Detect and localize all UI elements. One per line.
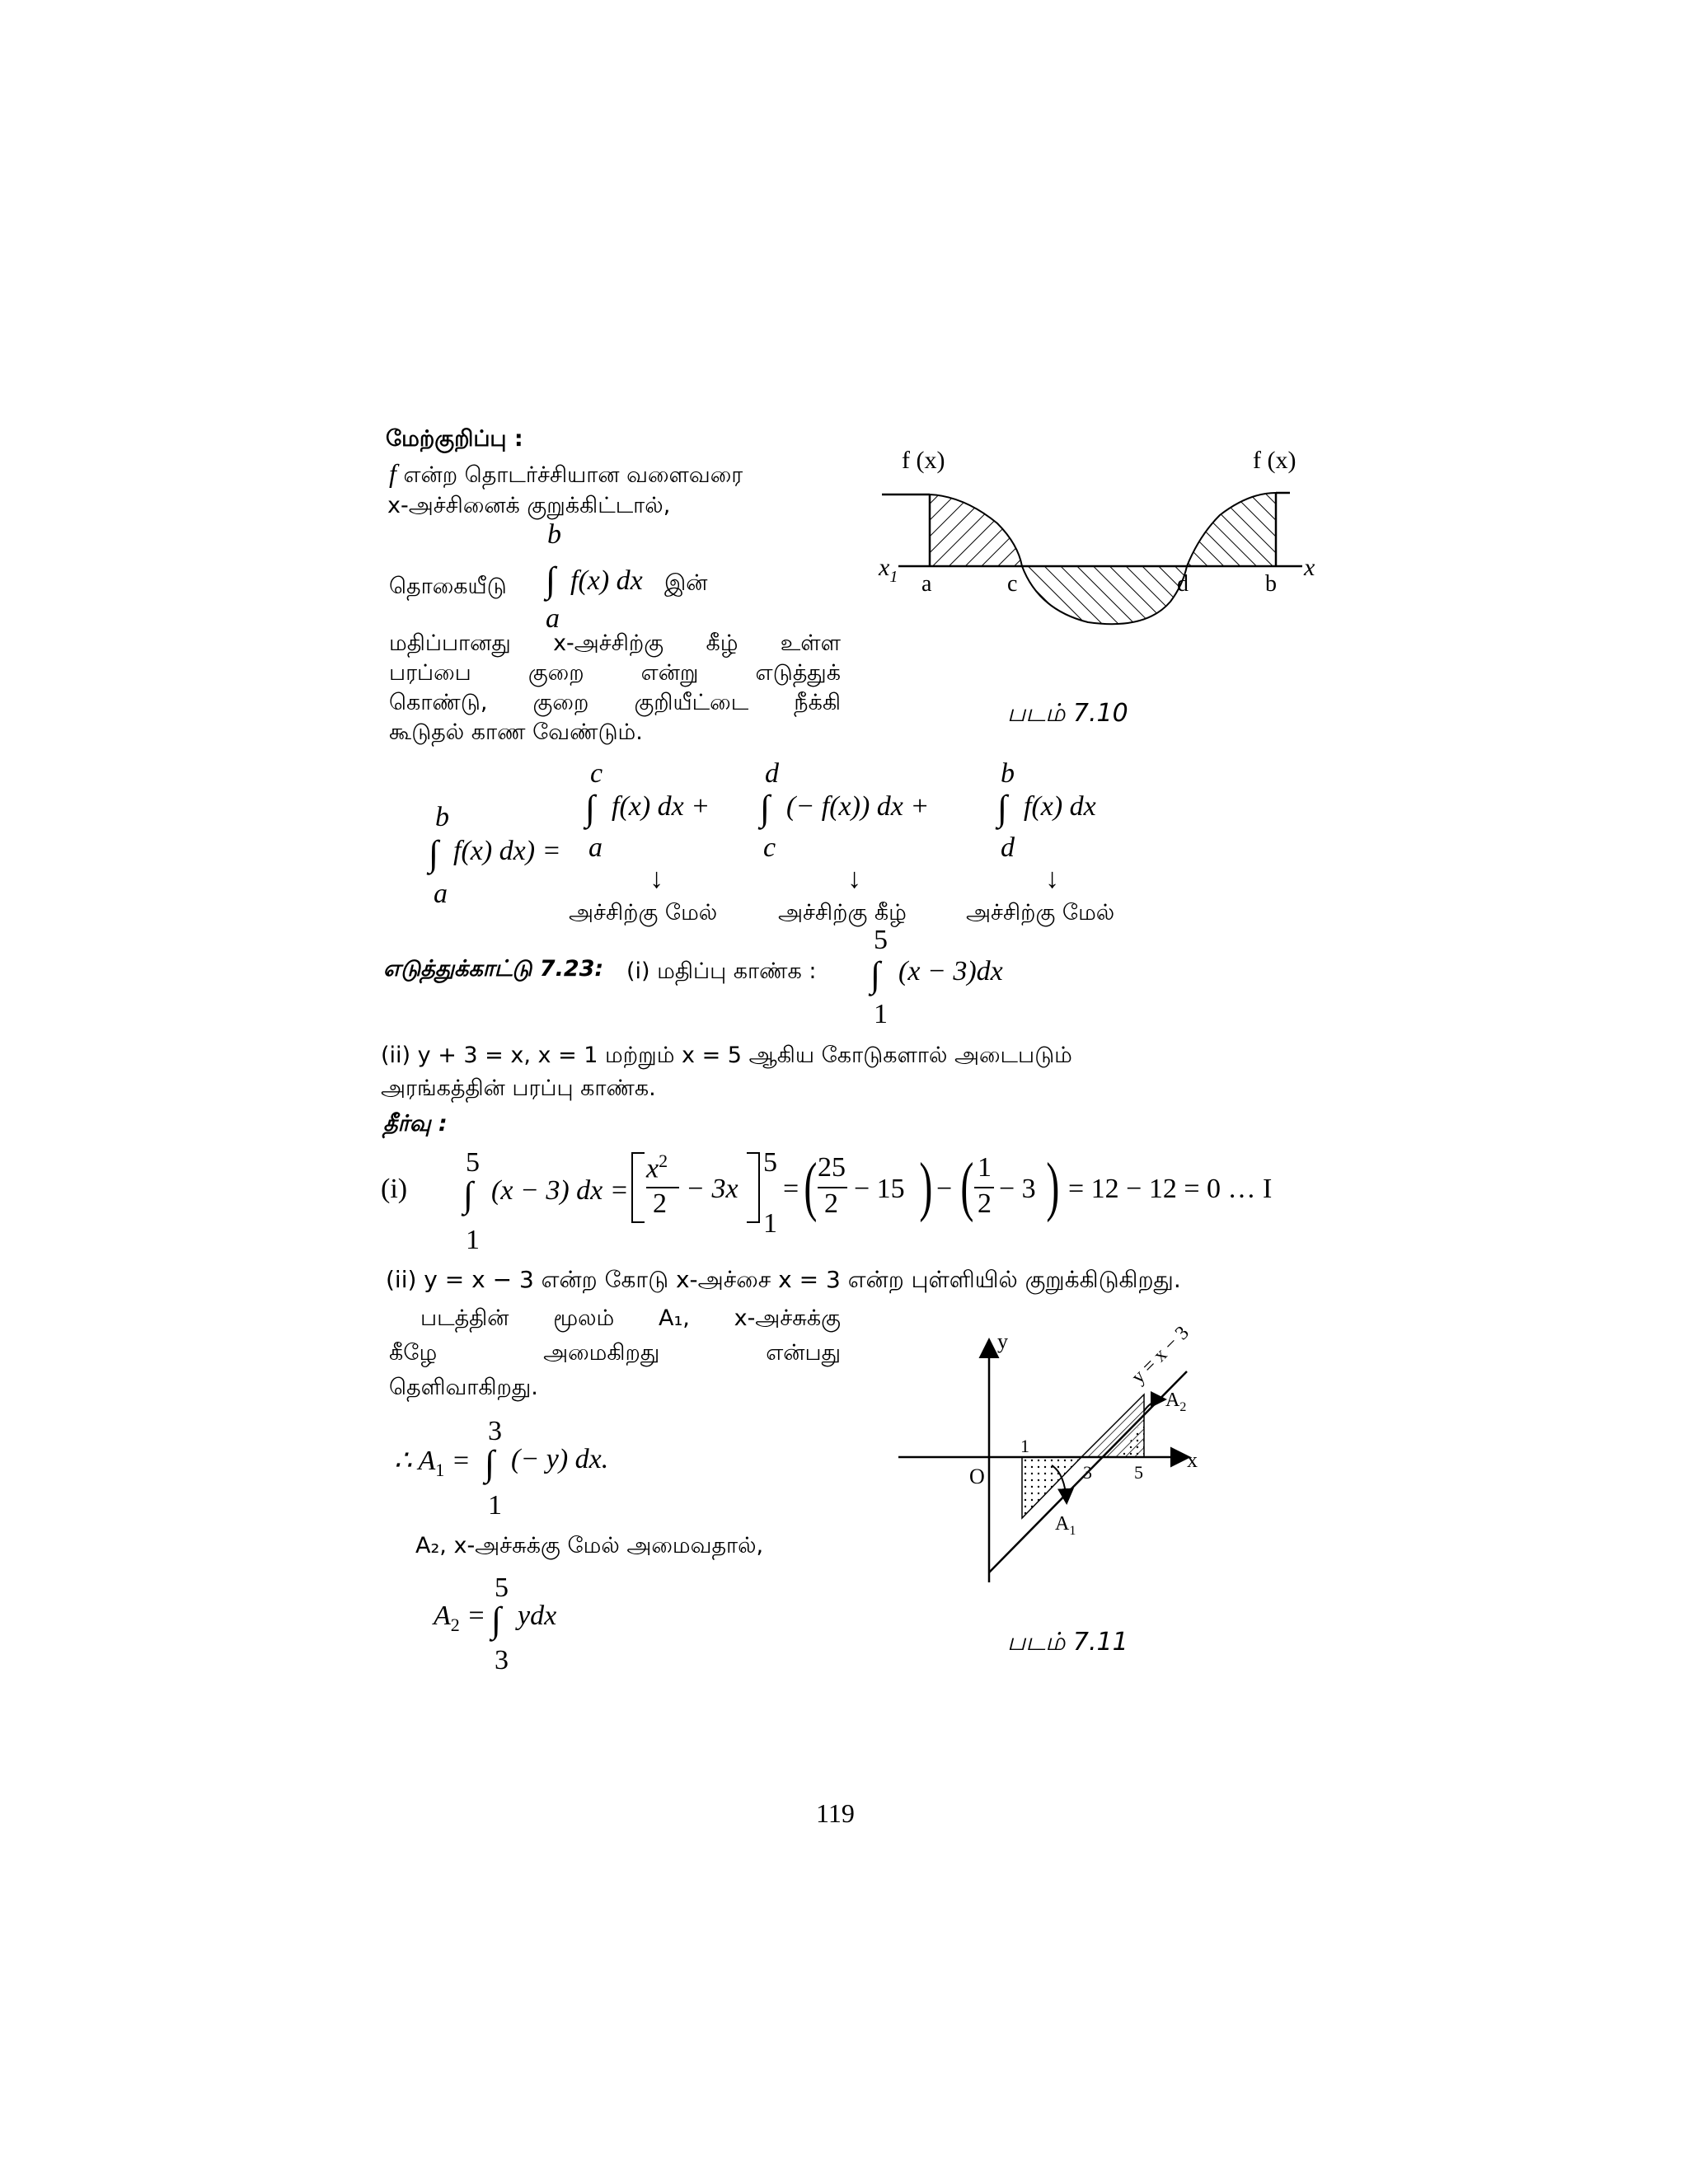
- a1-label: $A_1$: [1055, 1513, 1076, 1538]
- sol-para-2: கீழே அமைகிறது என்பது: [389, 1340, 841, 1366]
- figure-7-11-caption: படம் 7.11: [1007, 1628, 1128, 1657]
- bracket-rest: − 3x: [686, 1174, 738, 1204]
- a2-lower: 3: [495, 1645, 509, 1675]
- x-label: x: [1304, 554, 1315, 581]
- remark-integrand: f(x) dx: [570, 565, 643, 596]
- t1-lower: a: [588, 832, 603, 863]
- remark-line-1: f என்ற தொடர்ச்சியான வளைவரை: [389, 458, 743, 488]
- remark-line-2: x-அச்சினைக் குறுக்கிட்டால்,: [387, 493, 671, 518]
- remark-para-2: பரப்பை குறை என்று எடுத்துக்: [389, 660, 841, 686]
- right-bracket: [747, 1152, 760, 1223]
- note-above-1: அச்சிற்கு மேல்: [569, 900, 718, 926]
- bracket-denominator: 2: [653, 1188, 667, 1219]
- sol-int-upper: 5: [466, 1147, 480, 1178]
- fx-left-label: f (x): [902, 447, 945, 474]
- t1-expression: f(x) dx +: [612, 791, 710, 822]
- sol-integrand: (x − 3) dx =: [491, 1175, 629, 1206]
- remark-upper-limit: b: [547, 519, 561, 550]
- lhs-expression: f(x) dx) =: [453, 836, 561, 866]
- arrow-1: ↓: [649, 864, 663, 894]
- t1-upper: c: [590, 758, 603, 789]
- figure-7-11: [890, 1319, 1220, 1591]
- tick-3: 3: [1083, 1462, 1092, 1483]
- t2-integral-sign: ∫: [760, 788, 771, 828]
- lhs-lower: a: [434, 879, 448, 909]
- sol-integral-sign: ∫: [463, 1174, 474, 1215]
- right-paren-1: ): [919, 1151, 933, 1223]
- t3-upper: b: [1001, 758, 1015, 789]
- example-expression: (x − 3)dx: [898, 956, 1003, 987]
- arrow-3: ↓: [1045, 864, 1059, 894]
- a1-upper: 3: [488, 1416, 502, 1446]
- a2-expression: ydx: [518, 1601, 557, 1631]
- t1-integral-sign: ∫: [585, 788, 596, 828]
- d-label: d: [1177, 571, 1189, 597]
- solution-heading: தீர்வு :: [383, 1111, 448, 1137]
- area-a-to-c: [930, 494, 1022, 566]
- sol-para-1: படத்தின் மூலம் A₁, x-அச்சுக்கு: [420, 1305, 841, 1331]
- eval-lower: 1: [763, 1208, 777, 1239]
- sol-para-3: தெளிவாகிறது.: [389, 1375, 538, 1400]
- p2-numerator: 1: [978, 1152, 992, 1183]
- right-paren-2: ): [1046, 1151, 1060, 1223]
- example-part-i: (i) மதிப்பு காண்க :: [626, 958, 817, 984]
- result: = 12 − 12 = 0 … I: [1068, 1174, 1273, 1204]
- t3-expression: f(x) dx: [1024, 791, 1096, 822]
- p1-numerator: 25: [818, 1152, 846, 1183]
- example-lower: 1: [874, 999, 888, 1029]
- a1-lower: 1: [488, 1490, 502, 1521]
- lhs-integral-sign: ∫: [429, 833, 439, 874]
- remark-lower-limit: a: [546, 603, 560, 634]
- p1-denominator: 2: [824, 1188, 838, 1219]
- example-part-ii-line-2: அரங்கத்தின் பரப்பு காண்க.: [381, 1076, 656, 1101]
- page-number: 119: [816, 1798, 855, 1828]
- minus-sign: −: [936, 1174, 953, 1204]
- remark-para-3: கொண்டு, குறை குறியீட்டை நீக்கி: [389, 690, 841, 715]
- a1-prefix: ∴ $A_1$ =: [394, 1446, 471, 1480]
- note-above-2: அச்சிற்கு மேல்: [966, 900, 1115, 926]
- left-paren-1: (: [804, 1151, 818, 1223]
- example-part-ii-line-1: (ii) y + 3 = x, x = 1 மற்றும் x = 5 ஆகிய கோடுகளால் அடைபடும்: [381, 1043, 1072, 1068]
- p1-rest: − 15: [854, 1174, 905, 1204]
- a2-label: $A_2$: [1165, 1390, 1187, 1414]
- arrow-2: ↓: [847, 864, 861, 894]
- p2-denominator: 2: [978, 1188, 992, 1219]
- b-label: b: [1265, 571, 1277, 597]
- a-label: a: [921, 571, 932, 597]
- a1-integral-sign: ∫: [485, 1443, 495, 1483]
- tick-1: 1: [1020, 1436, 1029, 1456]
- p2-rest: − 3: [999, 1174, 1036, 1204]
- remark-line-3: தொகையீடு: [389, 574, 507, 599]
- remark-para-1: மதிப்பானது x-அச்சிற்கு கீழ் உள்ள: [389, 630, 841, 656]
- note-below: அச்சிற்கு கீழ்: [778, 900, 907, 926]
- area-d-to-b: [1187, 493, 1276, 566]
- figure-7-10: [874, 445, 1319, 643]
- example-upper: 5: [874, 925, 888, 955]
- t2-upper: d: [765, 758, 779, 789]
- sol-ii-line: (ii) y = x − 3 என்ற கோடு x-அச்சை x = 3 என்ற புள்ளியில் குறுக்கிடுகிறது.: [386, 1266, 1181, 1293]
- left-paren-2: (: [960, 1151, 974, 1223]
- a2-upper: 5: [495, 1572, 509, 1603]
- x-label: x: [1187, 1448, 1198, 1472]
- x1-label: $x_1$: [879, 554, 898, 586]
- c-label: c: [1007, 571, 1018, 597]
- area-c-to-d: [1022, 566, 1187, 624]
- fx-right-label: f (x): [1253, 447, 1296, 474]
- remark-line-3-suffix: இன்: [664, 570, 708, 596]
- integral-sign: ∫: [546, 560, 556, 600]
- a1-expression: (− y) dx.: [511, 1444, 609, 1474]
- example-title: எடுத்துக்காட்டு 7.23:: [383, 956, 604, 982]
- sol-i-label: (i): [381, 1174, 408, 1204]
- y-label: y: [997, 1329, 1008, 1353]
- origin-label: O: [969, 1465, 985, 1488]
- eval-upper: 5: [763, 1147, 777, 1178]
- example-integral-sign: ∫: [870, 954, 881, 995]
- line-label: y = x − 3: [1127, 1322, 1193, 1389]
- left-bracket: [631, 1152, 645, 1223]
- bracket-numerator: $x^2$: [646, 1151, 668, 1184]
- figure-7-10-caption: படம் 7.10: [1007, 699, 1128, 728]
- lhs-upper: b: [435, 802, 449, 832]
- eq-sign: =: [783, 1174, 799, 1204]
- tick-5: 5: [1134, 1462, 1143, 1483]
- t3-integral-sign: ∫: [997, 788, 1008, 828]
- remark-heading: மேற்குறிப்பு :: [386, 426, 523, 452]
- remark-para-4: கூடுதல் காண வேண்டும்.: [389, 719, 643, 745]
- t3-lower: d: [1001, 832, 1015, 863]
- a2-prefix: $A_2$ =: [434, 1601, 486, 1635]
- sol-int-lower: 1: [466, 1225, 480, 1255]
- a2-integral-sign: ∫: [491, 1600, 502, 1640]
- a2-line: A₂, x-அச்சுக்கு மேல் அமைவதால்,: [415, 1533, 764, 1558]
- t2-lower: c: [763, 832, 776, 863]
- t2-expression: (− f(x)) dx +: [786, 791, 930, 822]
